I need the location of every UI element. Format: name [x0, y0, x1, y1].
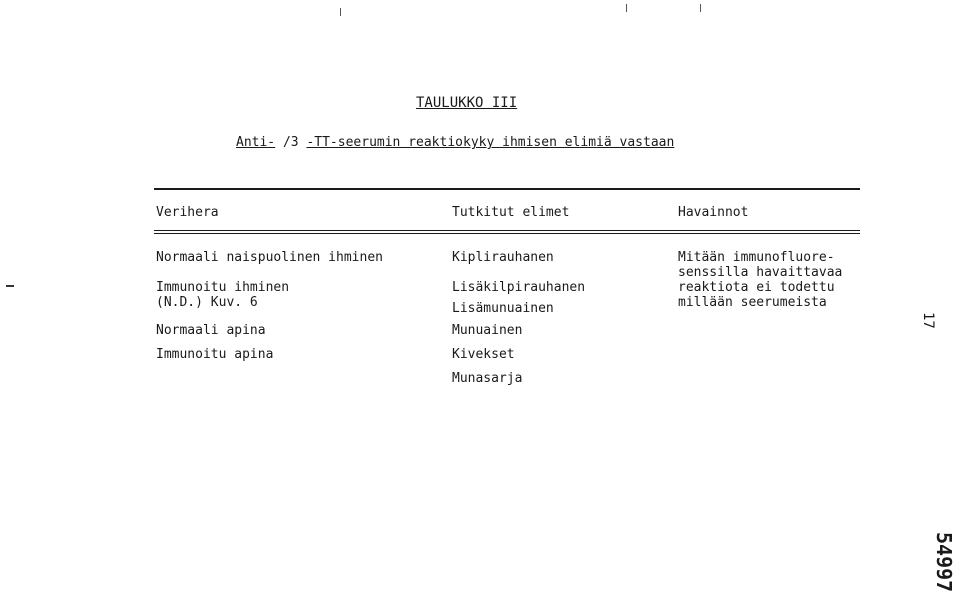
- stray-mark: [340, 8, 341, 16]
- subtitle-rest: -TT-seerumin reaktiokyky ihmisen elimiä vastaan: [306, 135, 675, 150]
- observation-line: millään seerumeista: [678, 295, 827, 310]
- observation-line: Mitään immunofluore-: [678, 250, 835, 265]
- stray-mark: [626, 4, 627, 12]
- header-rule: [154, 230, 860, 231]
- organ-cell: Kivekset: [452, 347, 515, 362]
- serum-cell: Immunoitu apina: [156, 347, 274, 362]
- stray-mark: [700, 4, 701, 12]
- observation-line: reaktiota ei todettu: [678, 280, 835, 295]
- table-subtitle: [236, 136, 674, 149]
- serum-cell: (N.D.) Kuv. 6: [156, 295, 258, 310]
- table-title: TAULUKKO III: [416, 95, 518, 111]
- serum-cell: Normaali naispuolinen ihminen: [156, 250, 383, 265]
- serum-cell: Immunoitu ihminen: [156, 280, 290, 295]
- organ-cell: Munasarja: [452, 371, 523, 386]
- subtitle-prefix: Anti-: [236, 135, 276, 150]
- observation-line: senssilla havaittavaa: [678, 265, 843, 280]
- organ-cell: Kiplirauhanen: [452, 250, 554, 265]
- organ-cell: Lisäkilpirauhanen: [452, 280, 586, 295]
- stray-mark: [6, 285, 14, 287]
- table-top-rule: [154, 188, 860, 190]
- serum-cell: Normaali apina: [156, 323, 266, 338]
- document-number: 54997: [932, 532, 956, 593]
- header-havainnot: Havainnot: [678, 205, 749, 220]
- header-verihera: Verihera: [156, 205, 219, 220]
- page-number: 17: [920, 312, 936, 329]
- organ-cell: Munuainen: [452, 323, 523, 338]
- organ-cell: Lisämunuainen: [452, 301, 554, 316]
- header-tutkitut-elimet: Tutkitut elimet: [452, 205, 570, 220]
- header-rule: [154, 233, 860, 234]
- subtitle-symbol: /3: [282, 135, 299, 150]
